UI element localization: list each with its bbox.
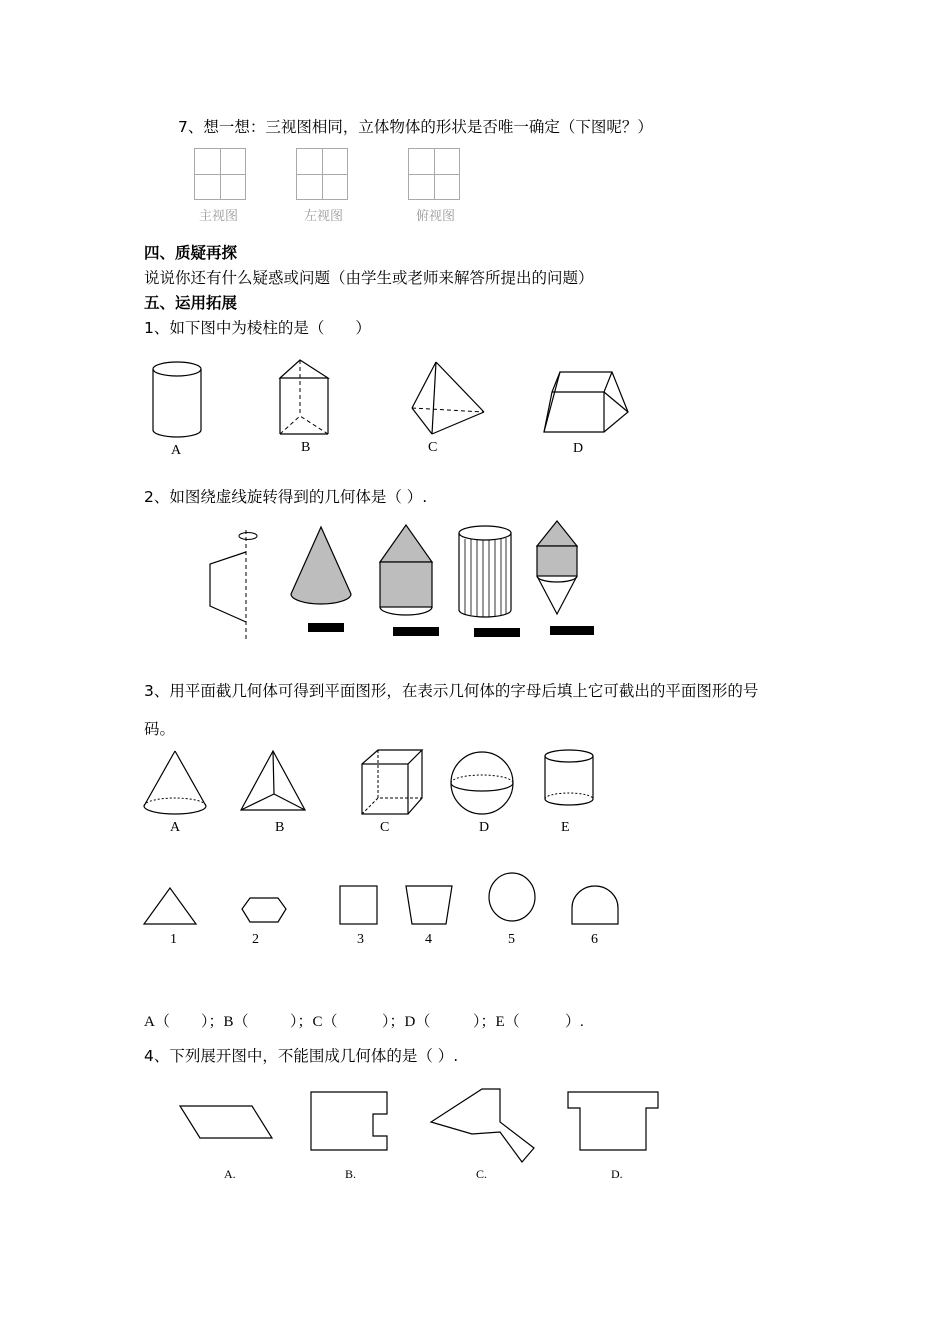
- q2-double-cone-figure: [535, 518, 583, 616]
- q3-label-e: E: [561, 820, 570, 835]
- q2-text: 2、如图绕虚线旋转得到的几何体是（ ）.: [144, 488, 428, 506]
- q3-label-b: B: [275, 820, 285, 835]
- q2-rotation-shape-figure: [204, 526, 264, 644]
- q3-answer-d: ）；D（: [382, 1014, 431, 1030]
- q1-label-a: A: [171, 443, 182, 458]
- q3-pyramid-figure: [238, 748, 308, 814]
- side-view-label: 左视图: [304, 208, 344, 223]
- q3-answer-c: ）；C（: [290, 1014, 338, 1030]
- section4-heading: 四、质疑再探: [144, 244, 238, 262]
- q1-pyramid-figure: [408, 358, 488, 440]
- q7-text: 7、想一想：三视图相同，立体物体的形状是否唯一确定（下图呢？）: [178, 118, 653, 136]
- q2-cone-cylinder-figure: [377, 522, 439, 618]
- q3-triangle-shape: [142, 886, 198, 926]
- front-view-label: 主视图: [199, 208, 239, 223]
- q4-label-d: D.: [611, 1167, 623, 1181]
- q2-option-b-redacted: [393, 627, 439, 636]
- section4-text: 说说你还有什么疑惑或问题（由学生或老师来解答所提出的问题）: [144, 269, 594, 287]
- q3-hexagon-shape: [240, 896, 288, 926]
- q3-answer-e: ）；E（: [473, 1014, 520, 1030]
- q3-label-a: A: [170, 820, 181, 835]
- q3-cube-figure: [360, 748, 426, 818]
- q3-shape-label-1: 1: [170, 932, 177, 947]
- q4-label-c: C.: [476, 1167, 488, 1181]
- q2-striped-cylinder-figure: [456, 524, 518, 622]
- q3-trapezoid-shape: [404, 884, 456, 926]
- q2-option-c-redacted: [474, 628, 520, 637]
- q4-label-a: A.: [224, 1167, 236, 1181]
- q4-parallelogram-net: [178, 1103, 276, 1141]
- q3-shape-label-6: 6: [591, 932, 598, 947]
- q3-sphere-figure: [449, 748, 517, 818]
- q2-option-a-redacted: [308, 623, 344, 632]
- q4-t-shape-net: [566, 1090, 662, 1154]
- q1-text: 1、如下图中为棱柱的是（ ）: [144, 319, 371, 337]
- q2-option-d-redacted: [550, 626, 594, 635]
- q2-cone-figure: [288, 524, 358, 606]
- q3-label-c: C: [380, 820, 390, 835]
- q3-answer-a: A（: [144, 1014, 170, 1030]
- q4-label-b: B.: [345, 1167, 357, 1181]
- q3-text-line2: 码。: [144, 720, 176, 738]
- q3-circle-shape: [487, 872, 537, 924]
- q3-answer-b: ）；B（: [201, 1014, 249, 1030]
- q1-label-d: D: [573, 441, 584, 456]
- q1-label-b: B: [301, 440, 311, 455]
- q4-notched-rect-net: [309, 1090, 389, 1154]
- q1-cylinder-figure: [150, 360, 210, 442]
- q1-label-c: C: [428, 440, 438, 455]
- q4-text: 4、下列展开图中，不能围成几何体的是（ ）.: [144, 1047, 459, 1065]
- q3-square-shape: [338, 884, 380, 926]
- q4-bent-shape-net: [428, 1086, 536, 1166]
- section5-heading: 五、运用拓展: [144, 294, 238, 312]
- side-view-grid: [296, 148, 348, 200]
- q3-label-d: D: [479, 820, 490, 835]
- front-view-grid: [194, 148, 246, 200]
- q3-shape-label-5: 5: [508, 932, 515, 947]
- q3-answer-end: ）.: [565, 1014, 584, 1030]
- q3-cylinder-figure: [543, 748, 599, 808]
- q1-frustum-figure: [540, 366, 632, 436]
- top-view-label: 俯视图: [416, 208, 456, 223]
- q3-cone-figure: [141, 748, 211, 820]
- q3-shape-label-3: 3: [357, 932, 364, 947]
- q1-triangular-prism-figure: [276, 358, 336, 440]
- q3-semicircle-shape: [570, 884, 622, 926]
- q3-shape-label-4: 4: [425, 932, 432, 947]
- q3-text-line1: 3、用平面截几何体可得到平面图形，在表示几何体的字母后填上它可截出的平面图形的号: [144, 682, 759, 700]
- top-view-grid: [408, 148, 460, 200]
- q3-shape-label-2: 2: [252, 932, 259, 947]
